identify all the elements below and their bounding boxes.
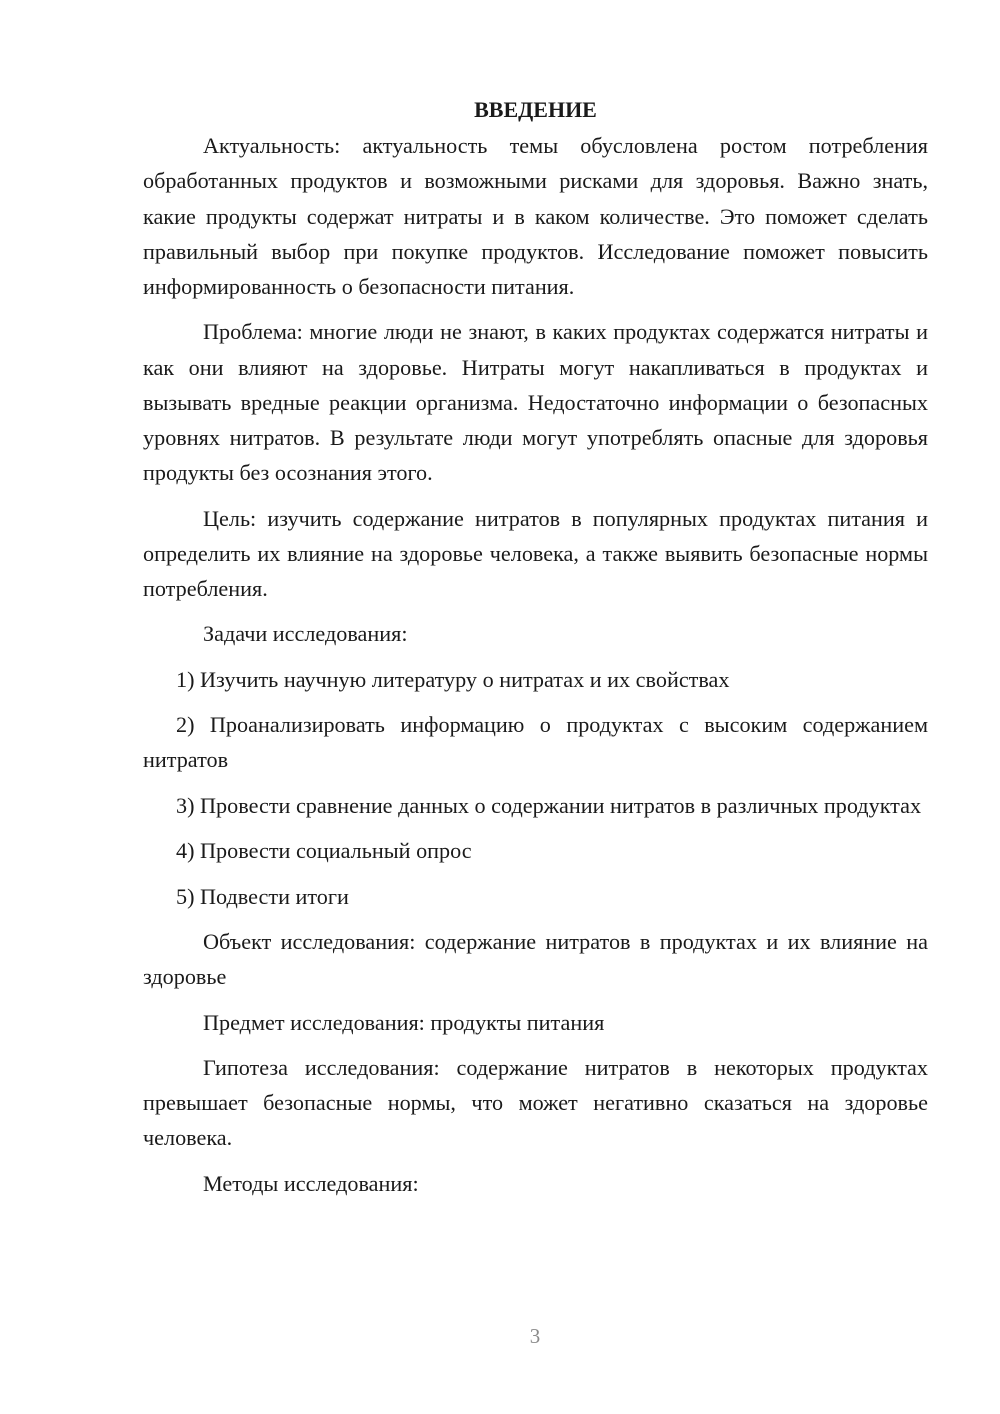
subject-paragraph: Предмет исследования: продукты питания xyxy=(203,1009,605,1035)
task-item: 2) Проанализировать информацию о продуктах с высоким содержанием нитратов xyxy=(143,712,928,773)
task-item: 4) Провести социальный опрос xyxy=(176,838,472,864)
hypothesis-paragraph: Гипотеза исследования: содержание нитратов в некоторых продуктах превышает безопасные нормы, что может негативно сказаться на здоровье человека. xyxy=(143,1054,928,1151)
task-item: 5) Подвести итоги xyxy=(176,883,349,909)
relevance-paragraph: Актуальность: актуальность темы обусловлена ростом потребления обработанных продуктов и возможными рисками для здоровья. Важно знать, какие продукты содержат нитраты и в каком количестве. Это поможет сделать правильный выбор при покупке продуктов. Исследование поможет повысить информированность о безопасности питания. xyxy=(143,133,928,300)
tasks-title: Задачи исследования: xyxy=(203,621,408,647)
object-paragraph: Объект исследования: содержание нитратов в продуктах и их влияние на здоровье xyxy=(143,928,928,990)
page-content xyxy=(143,92,928,1211)
problem-paragraph: Проблема: многие люди не знают, в каких продуктах содержатся нитраты и как они влияют на здоровье. Нитраты могут накапливаться в продуктах и вызывать вредные реакции организма. Недостаточно информации о безопасных уровнях нитратов. В результате люди могут употреблять опасные для здоровья продукты без осознания этого. xyxy=(143,319,928,486)
goal-paragraph: Цель: изучить содержание нитратов в популярных продуктах питания и определить их влияние на здоровье человека, а также выявить безопасные нормы потребления. xyxy=(143,505,928,602)
tasks-list xyxy=(143,662,928,914)
section-heading: ВВЕДЕНИЕ xyxy=(474,97,597,122)
task-item: 1) Изучить научную литературу о нитратах и их свойствах xyxy=(176,666,730,692)
task-item: 3) Провести сравнение данных о содержании нитратов в различных продуктах xyxy=(176,792,922,818)
methods-title: Методы исследования: xyxy=(203,1170,419,1196)
page-number: 3 xyxy=(529,1324,541,1348)
